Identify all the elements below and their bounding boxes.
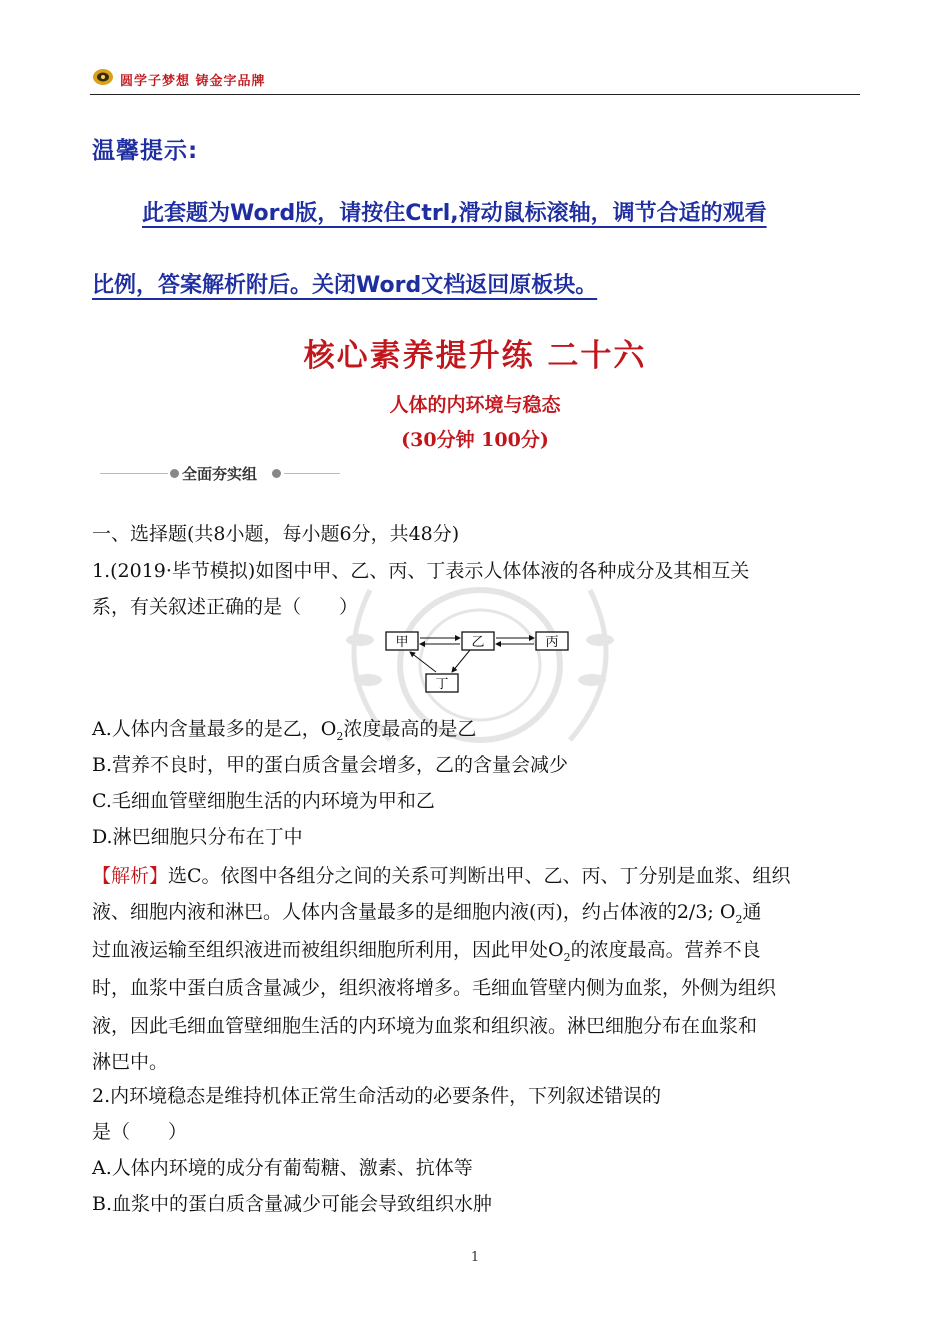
page-header	[90, 66, 860, 95]
analysis-line1	[92, 861, 791, 888]
q2-option-a: A.人体内环境的成分有葡萄糖、激素、抗体等	[92, 1157, 473, 1179]
q1-option-a-pre: A.人体内含量最多的是乙，O	[92, 718, 337, 740]
q2-stem-line1: 2.内环境稳态是维持机体正常生命活动的必要条件，下列叙述错误的	[92, 1085, 662, 1107]
q1-diagram	[380, 628, 580, 698]
analysis-line2	[92, 897, 761, 926]
diagram-label-bing: 丙	[545, 635, 559, 650]
analysis-line2-sub: 2	[735, 912, 743, 926]
analysis-line3-pre: 过血液运输至组织液进而被组织细胞所利用，因此甲处O	[92, 939, 564, 961]
page-title: 核心素养提升练 二十六	[303, 338, 647, 374]
divider-line-left	[100, 473, 168, 474]
analysis-line6: 淋巴中。	[92, 1051, 169, 1073]
diagram-label-ding: 丁	[435, 677, 449, 692]
analysis-line4: 时，血浆中蛋白质含量减少，组织液将增多。毛细血管壁内侧为血浆，外侧为组织	[92, 977, 777, 999]
group-label: 全面夯实组	[182, 465, 258, 483]
page-number: 1	[470, 1250, 480, 1265]
analysis-line3	[92, 935, 761, 964]
q1-stem-line1: 1.(2019·毕节模拟)如图中甲、乙、丙、丁表示人体体液的各种成分及其相互关	[92, 560, 750, 582]
divider-dot-left	[170, 469, 179, 478]
q2-option-b: B.血浆中的蛋白质含量减少可能会导致组织水肿	[92, 1193, 493, 1215]
q1-stem-line2: 系，有关叙述正确的是（ ）	[92, 596, 359, 618]
q1-option-a-post: 浓度最高的是乙	[343, 718, 477, 740]
arrow-yi-ding	[452, 650, 470, 672]
analysis-line1-text: 选C。依图中各组分之间的关系可判断出甲、乙、丙、丁分别是血浆、组织	[168, 865, 791, 887]
q1-option-a-sub: 2	[336, 729, 344, 743]
diagram-label-jia: 甲	[395, 635, 409, 650]
q1-option-d: D.淋巴细胞只分布在丁中	[92, 826, 303, 848]
subtitle: 人体的内环境与稳态	[389, 394, 561, 416]
group-divider	[100, 462, 340, 486]
analysis-line3-post: 的浓度最高。营养不良	[570, 939, 761, 961]
analysis-tag: 【解析】	[92, 865, 169, 887]
divider-dot-right	[272, 469, 281, 478]
q1-option-b: B.营养不良时，甲的蛋白质含量会增多，乙的含量会减少	[92, 754, 569, 776]
analysis-line2-pre: 液、细胞内液和淋巴。人体内含量最多的是细胞内液(丙)，约占体液的2/3; O	[92, 901, 736, 923]
tip-title: 温馨提示:	[92, 138, 199, 164]
q1-option-c: C.毛细血管壁细胞生活的内环境为甲和乙	[92, 790, 435, 812]
q1-option-a	[92, 716, 476, 750]
q2-stem-line2: 是（ ）	[92, 1121, 188, 1143]
diagram-label-yi: 乙	[471, 635, 485, 650]
divider-line-right	[284, 473, 340, 474]
header-slogan: 圆学子梦想 铸金字品牌	[120, 74, 266, 89]
analysis-line3-sub: 2	[563, 950, 571, 964]
logo-icon	[92, 68, 114, 86]
section-heading: 一、选择题(共8小题，每小题6分，共48分)	[92, 523, 460, 545]
time-score: (30分钟 100分)	[401, 429, 549, 451]
analysis-line2-post: 通	[742, 901, 762, 923]
arrow-ding-jia	[410, 652, 436, 672]
analysis-line5: 液，因此毛细血管壁细胞生活的内环境为血浆和组织液。淋巴细胞分布在血浆和	[92, 1015, 758, 1037]
tip-line-2: 比例，答案解析附后。关闭Word文档返回原板块。	[92, 273, 598, 298]
tip-line-1: 此套题为Word版，请按住Ctrl,滑动鼠标滚轴，调节合适的观看	[142, 201, 767, 226]
